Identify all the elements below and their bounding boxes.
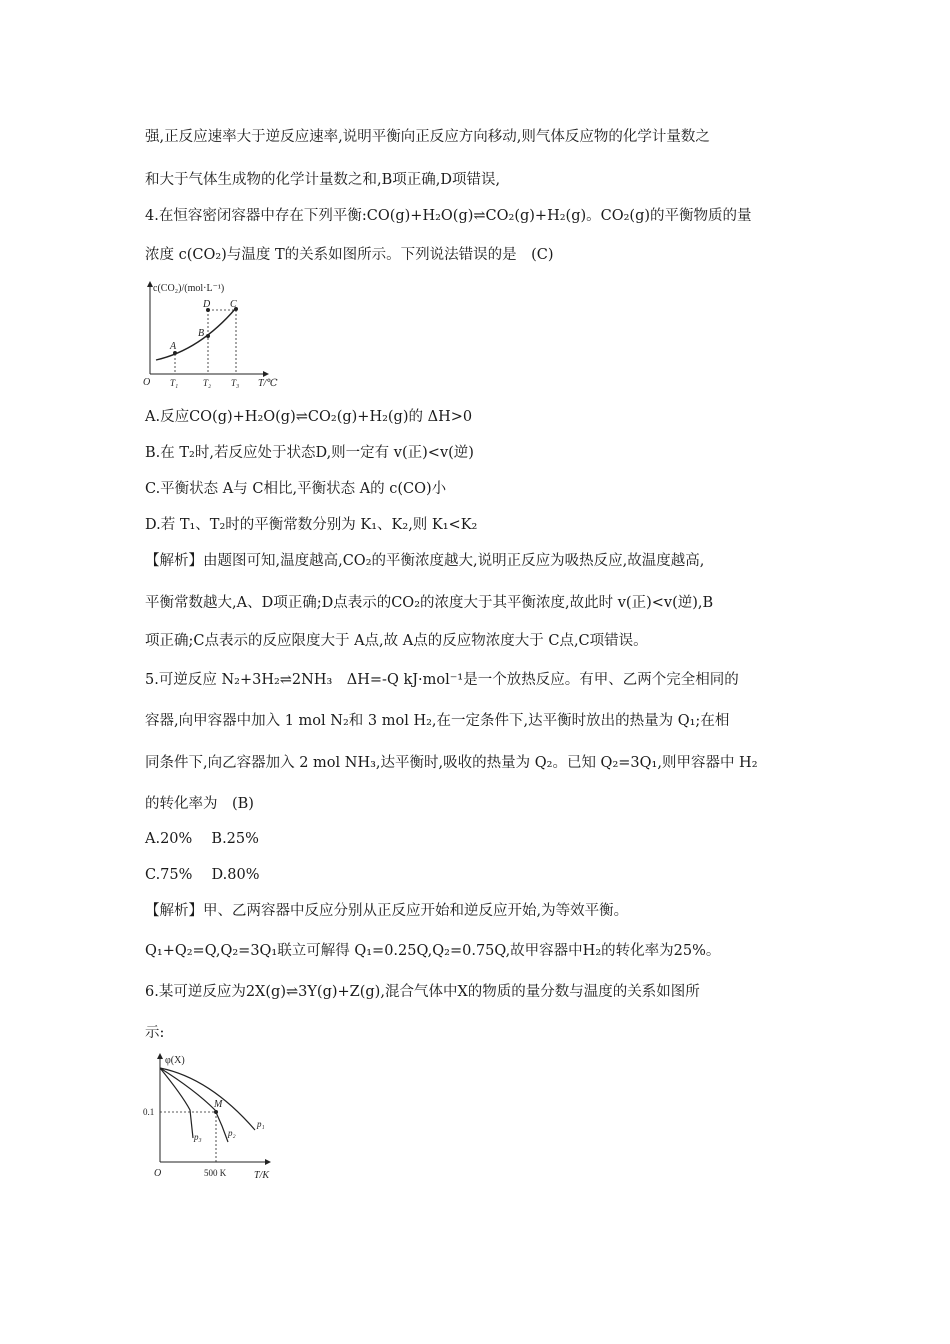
analysis-4-line-1: 【解析】由题图可知,温度越高,CO₂的平衡浓度越大,说明正反应为吸热反应,故温度越高, xyxy=(145,553,705,569)
y-tick-label: 0.1 xyxy=(143,1107,155,1117)
y-axis-label: φ(X) xyxy=(165,1055,185,1066)
option-4b: B.在 T₂时,若反应处于状态D,则一定有 v(正)<v(逆) xyxy=(145,445,474,461)
x-axis-label: T/K xyxy=(254,1170,270,1181)
label-a: A xyxy=(170,341,177,352)
label-m: M xyxy=(214,1099,223,1110)
text-line-1: 强,正反应速率大于逆反应速率,说明平衡向正反应方向移动,则气体反应物的化学计量数之 xyxy=(145,129,710,145)
x-tick-label: 500 K xyxy=(204,1168,227,1178)
option-4d: D.若 T₁、T₂时的平衡常数分别为 K₁、K₂,则 K₁<K₂ xyxy=(145,517,478,533)
option-5cd: C.75% D.80% xyxy=(145,867,260,883)
label-d: D xyxy=(203,299,211,310)
analysis-5-line-2: Q₁+Q₂=Q,Q₂=3Q₁联立可解得 Q₁=0.25Q,Q₂=0.75Q,故甲容器中H₂的转化率为25%。 xyxy=(145,943,721,959)
point-m xyxy=(214,1110,218,1114)
point-b xyxy=(206,334,210,338)
question-5-line-1: 5.可逆反应 N₂+3H₂⇌2NH₃ ΔH=-Q kJ·mol⁻¹是一个放热反应。有甲、乙两个完全相同的 xyxy=(145,672,739,688)
tick-t1: T₁ xyxy=(170,378,179,388)
tick-t2: T₂ xyxy=(203,378,212,388)
analysis-4-line-3: 项正确;C点表示的反应限度大于 A点,故 A点的反应物浓度大于 C点,C项错误。 xyxy=(145,633,648,649)
text-line-2: 和大于气体生成物的化学计量数之和,B项正确,D项错误, xyxy=(145,172,501,188)
figure-x-fraction-vs-temperature xyxy=(140,1050,280,1185)
label-b: B xyxy=(198,328,205,339)
label-p1: p₁ xyxy=(257,1119,265,1129)
option-5ab: A.20% B.25% xyxy=(145,831,259,847)
question-6-line-1: 6.某可逆反应为2X(g)⇌3Y(g)+Z(g),混合气体中X的物质的量分数与温度的关系如图所 xyxy=(145,984,700,1000)
question-5-line-3: 同条件下,向乙容器加入 2 mol NH₃,达平衡时,吸收的热量为 Q₂。已知 Q₂=3Q₁,则甲容器中 H₂ xyxy=(145,755,758,771)
question-5-line-4: 的转化率为 (B) xyxy=(145,796,254,812)
origin-label: O xyxy=(143,377,151,388)
label-p3: p₃ xyxy=(194,1132,202,1142)
tick-t3: T₃ xyxy=(231,378,240,388)
option-4c: C.平衡状态 A与 C相比,平衡状态 A的 c(CO)小 xyxy=(145,481,447,497)
y-axis-label: c(CO₂)/(mol·L⁻¹) xyxy=(153,283,225,294)
option-4a: A.反应CO(g)+H₂O(g)⇌CO₂(g)+H₂(g)的 ΔH>0 xyxy=(145,409,473,425)
question-4-line-1: 4.在恒容密闭容器中存在下列平衡:CO(g)+H₂O(g)⇌CO₂(g)+H₂(g)。CO₂(g)的平衡物质的量 xyxy=(145,208,752,224)
label-c: C xyxy=(230,299,237,310)
question-4-line-2: 浓度 c(CO₂)与温度 T的关系如图所示。下列说法错误的是 (C) xyxy=(145,247,554,263)
label-p2: p₂ xyxy=(228,1128,236,1138)
figure-co2-vs-temperature xyxy=(140,278,290,393)
question-5-line-2: 容器,向甲容器中加入 1 mol N₂和 3 mol H₂,在一定条件下,达平衡时放出的热量为 Q₁;在相 xyxy=(145,713,730,729)
x-axis-label: T/℃ xyxy=(258,378,278,389)
equilibrium-curve xyxy=(156,308,236,360)
origin-label: O xyxy=(154,1168,162,1179)
question-6-line-2: 示: xyxy=(145,1025,165,1041)
analysis-4-line-2: 平衡常数越大,A、D项正确;D点表示的CO₂的浓度大于其平衡浓度,故此时 v(正)<v(逆),B xyxy=(145,595,714,611)
analysis-5-line-1: 【解析】甲、乙两容器中反应分别从正反应开始和逆反应开始,为等效平衡。 xyxy=(145,903,629,919)
